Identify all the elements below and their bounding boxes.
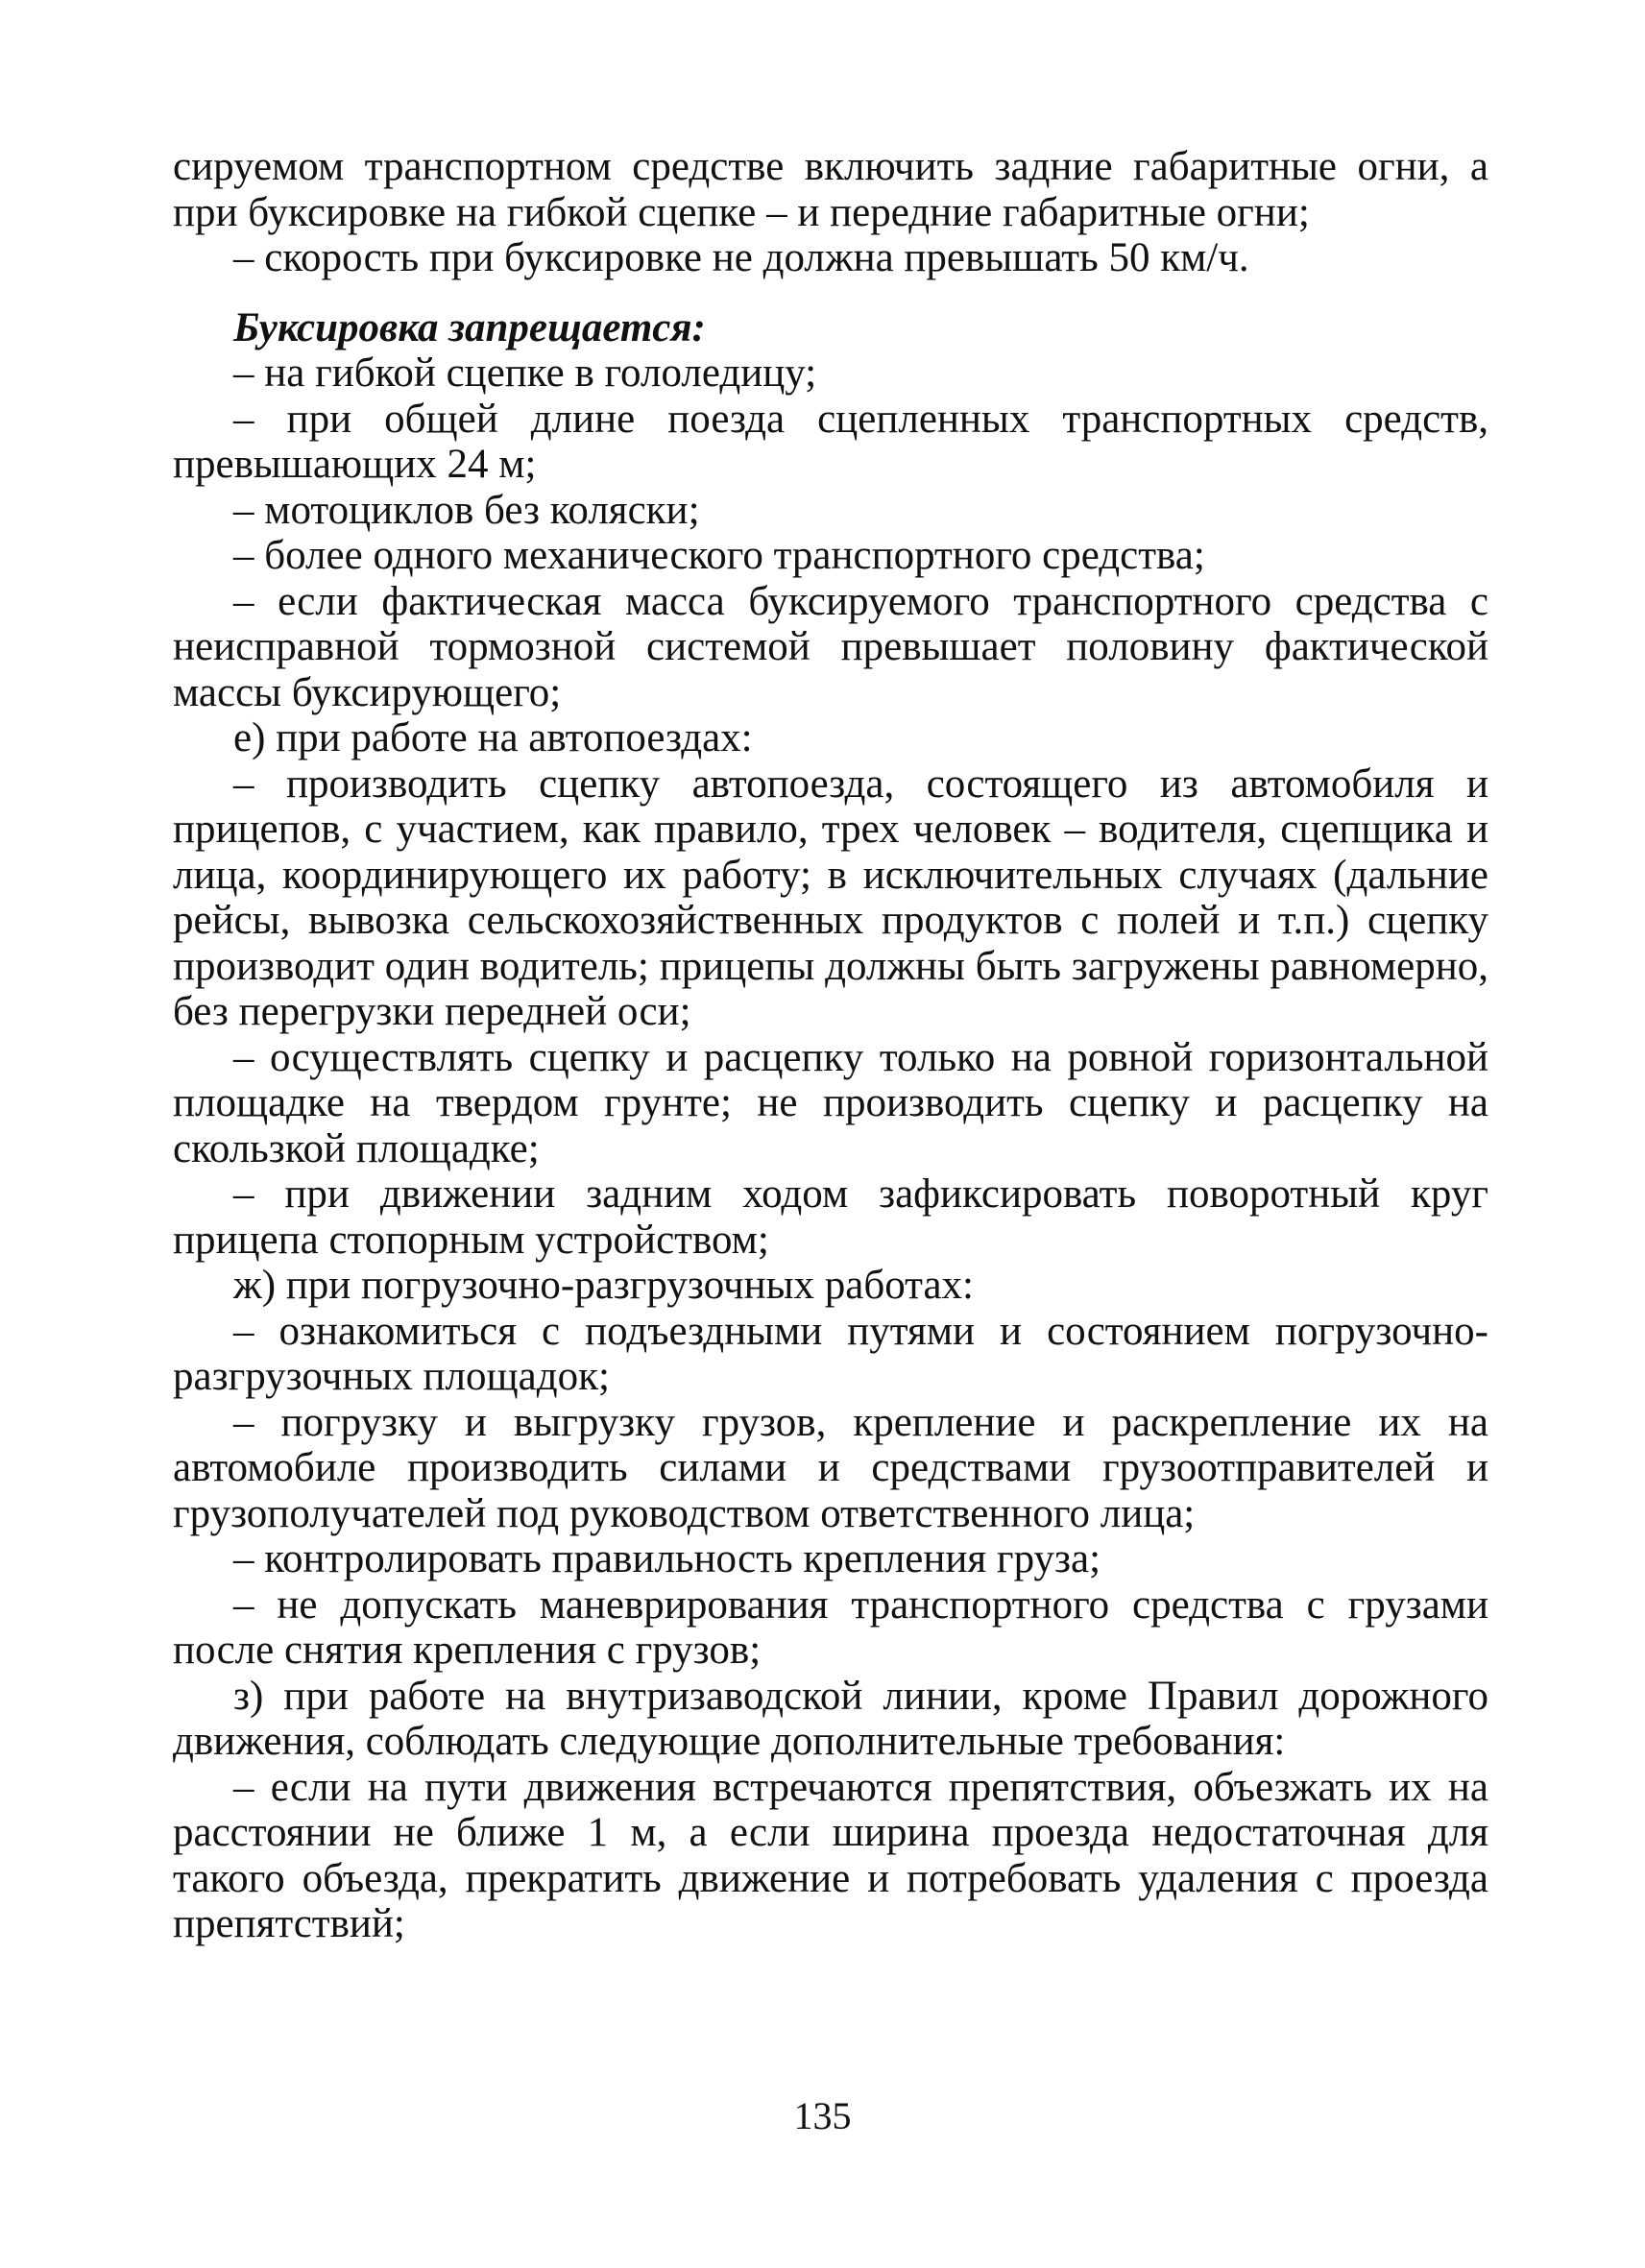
list-item: – на гибкой сцепке в гололедицу; <box>233 350 817 396</box>
list-item: – если фактическая масса буксируемого транспортного средства с неисправной тормозной системой превышает половину фактической массы буксирующего; <box>173 578 1488 715</box>
section-heading: Буксировка запрещается: <box>233 304 706 350</box>
subsection-heading: з) при работе на внутризаводской линии, кроме Правил дорожного движения, соблюдать следующие дополнительные требования: <box>173 1673 1488 1764</box>
list-item: – более одного механического транспортного средства; <box>233 533 1205 578</box>
list-item: – контролировать правильность крепления груза; <box>233 1536 1101 1581</box>
paragraph-speed-limit: – скорость при буксировке не должна превышать 50 км/ч. <box>233 235 1249 280</box>
paragraph-continued: сируемом транспортном средстве включить задние габаритные огни, а при буксировке на гибкой сцепке – и передние габаритные огни; <box>173 144 1488 235</box>
document-page <box>173 144 1488 1947</box>
subsection-heading: ж) при погрузочно-разгрузочных работах: <box>233 1263 974 1308</box>
list-item: – если на пути движения встречаются препятствия, объезжать их на расстоянии не ближе 1 м, а если ширина проезда недостаточная для такого объезда, прекратить движение и потребовать удаления с проезда препятствий; <box>173 1764 1488 1946</box>
subsection-heading: е) при работе на автопоездах: <box>233 715 753 760</box>
list-item: – при движении задним ходом зафиксировать поворотный круг прицепа стопорным устройством; <box>173 1171 1488 1263</box>
list-item: – ознакомиться с подъездными путями и состоянием погрузочно-разгрузочных площадок; <box>173 1308 1488 1399</box>
list-item: – осуществлять сцепку и расцепку только на ровной горизонтальной площадке на твердом грунте; не производить сцепку и расцепку на скользкой площадке; <box>173 1034 1488 1171</box>
list-item: – погрузку и выгрузку грузов, крепление и раскрепление их на автомобиле производить силами и средствами грузоотправителей и грузополучателей под руководством ответственного лица; <box>173 1399 1488 1536</box>
list-item: – при общей длине поезда сцепленных транспортных средств, превышающих 24 м; <box>173 396 1488 487</box>
page-number: 135 <box>793 2094 852 2137</box>
list-item: – мотоциклов без коляски; <box>233 487 700 533</box>
list-item: – не допускать маневрирования транспортного средства с грузами после снятия крепления с грузов; <box>173 1581 1488 1673</box>
list-item: – производить сцепку автопоезда, состоящего из автомобиля и прицепов, с участием, как правило, трех человек – водителя, сцепщика и лица, координирующего их работу; в исключительных случаях (дальние рейсы, вывозка сельскохозяйственных продуктов с полей и т.п.) сцепку производит один водитель; прицепы должны быть загружены равномерно, без перегрузки передней оси; <box>173 760 1488 1034</box>
